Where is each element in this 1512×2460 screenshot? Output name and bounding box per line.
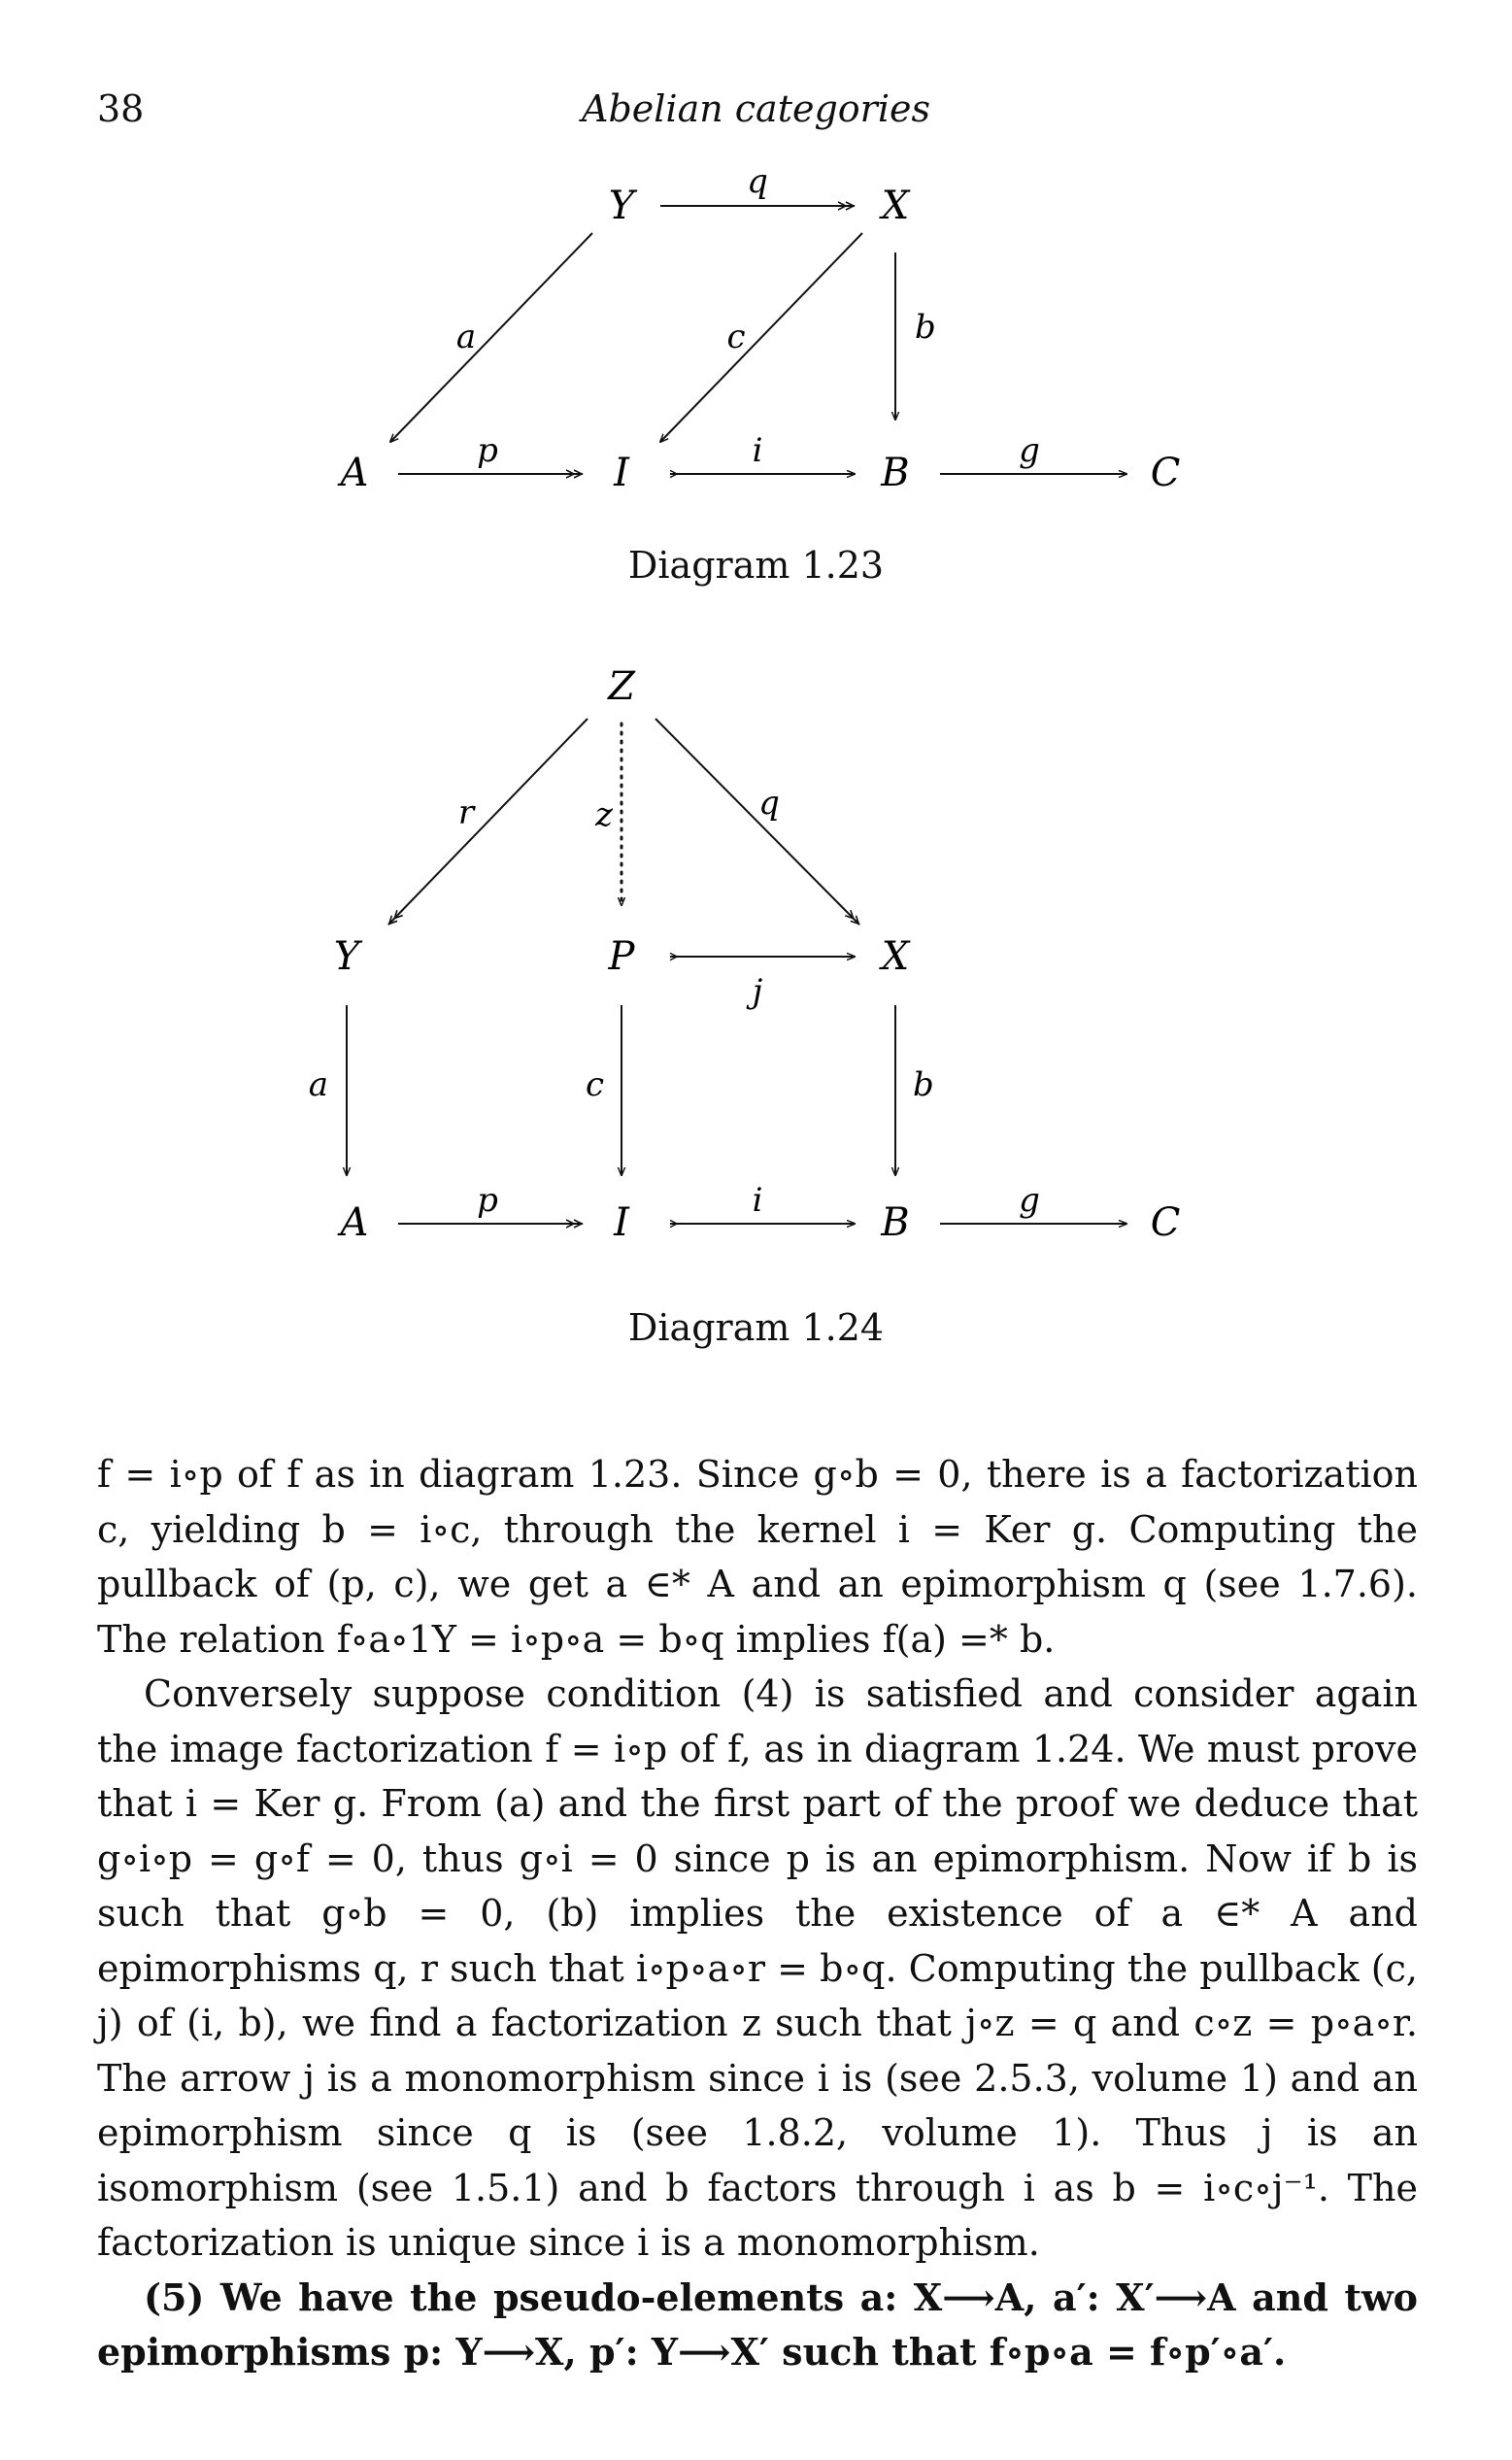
label-q: q bbox=[747, 162, 768, 201]
paragraph-item-5: (5) We have the pseudo-elements a: X⟶A, a′: X′⟶A and two epimorphisms p: Y⟶X, p′: Y⟶X′ such that f∘p∘a = f∘p′∘a′. bbox=[97, 2275, 1418, 2374]
label-c: c bbox=[585, 1065, 604, 1104]
label-a: a bbox=[455, 318, 477, 356]
object-Z: Z bbox=[608, 664, 635, 709]
diagram-1-24 bbox=[0, 651, 1512, 1272]
label-j: j bbox=[752, 972, 763, 1011]
diagram-1-24-caption: Diagram 1.24 bbox=[627, 1306, 885, 1349]
arrow-q bbox=[655, 719, 859, 925]
page-header bbox=[0, 87, 1512, 146]
arrow-r bbox=[388, 719, 588, 925]
object-P: P bbox=[608, 934, 635, 979]
arrow-c bbox=[660, 233, 862, 442]
label-b: b bbox=[913, 1065, 934, 1104]
label-i: i bbox=[752, 1181, 763, 1220]
object-B: B bbox=[881, 1200, 910, 1245]
object-A: A bbox=[340, 451, 369, 495]
object-C: C bbox=[1150, 1200, 1181, 1245]
object-I: I bbox=[614, 451, 629, 495]
label-g: g bbox=[1019, 1181, 1040, 1220]
body-text bbox=[97, 1447, 1418, 2380]
paragraph-proof-continuation: f = i∘p of f as in diagram 1.23. Since g∘b = 0, there is a factorization c, yielding b = i∘c, through the kernel i = Ker g. Computing the pullback of (p, c), we get a ∈* A and an epimorphism q (see 1.7.6). The relation f∘a∘1Y = i∘p∘a = b∘q implies f(a) =* b. bbox=[97, 1453, 1418, 1661]
object-X: X bbox=[881, 184, 910, 228]
object-C: C bbox=[1150, 451, 1181, 495]
running-title: Abelian categories bbox=[582, 87, 930, 130]
paragraph-conversely: Conversely suppose condition (4) is satisfied and consider again the image factorization f = i∘p of f, as in diagram 1.24. We must prove that i = Ker g. From (a) and the first part of the proof we deduce that g∘i∘p = g∘f = 0, thus g∘i = 0 since p is an epimorphism. Now if b is such that g∘b = 0, (b) implies the existence of a ∈* A and epimorphisms q, r such that i∘p∘a∘r = b∘q. Computing the pullback (c, j) of (i, b), we find a factorization z such that j∘z = q and c∘z = p∘a∘r. The arrow j is a monomorphism since i is (see 2.5.3, volume 1) and an epimorphism since q is (see 1.8.2, volume 1). Thus j is an isomorphism (see 1.5.1) and b factors through i as b = i∘c∘j⁻¹. The factorization is unique since i is a monomorphism. bbox=[97, 1672, 1418, 2264]
label-b: b bbox=[915, 308, 936, 347]
object-X: X bbox=[881, 934, 910, 979]
object-A: A bbox=[340, 1200, 369, 1245]
label-i: i bbox=[752, 431, 763, 470]
label-r: r bbox=[457, 793, 475, 832]
object-Y: Y bbox=[608, 184, 635, 228]
object-Y: Y bbox=[333, 934, 360, 979]
object-B: B bbox=[881, 451, 910, 495]
diagram-1-23-caption: Diagram 1.23 bbox=[627, 544, 885, 587]
arrow-a bbox=[390, 233, 592, 442]
page-number: 38 bbox=[97, 87, 145, 130]
diagram-1-23 bbox=[0, 155, 1512, 534]
label-g: g bbox=[1019, 431, 1040, 470]
object-I: I bbox=[614, 1200, 629, 1245]
label-c: c bbox=[726, 318, 746, 356]
label-z: z bbox=[595, 795, 613, 834]
label-p: p bbox=[477, 1181, 498, 1220]
label-p: p bbox=[477, 431, 498, 470]
label-q: q bbox=[758, 784, 780, 823]
label-a: a bbox=[308, 1065, 328, 1104]
